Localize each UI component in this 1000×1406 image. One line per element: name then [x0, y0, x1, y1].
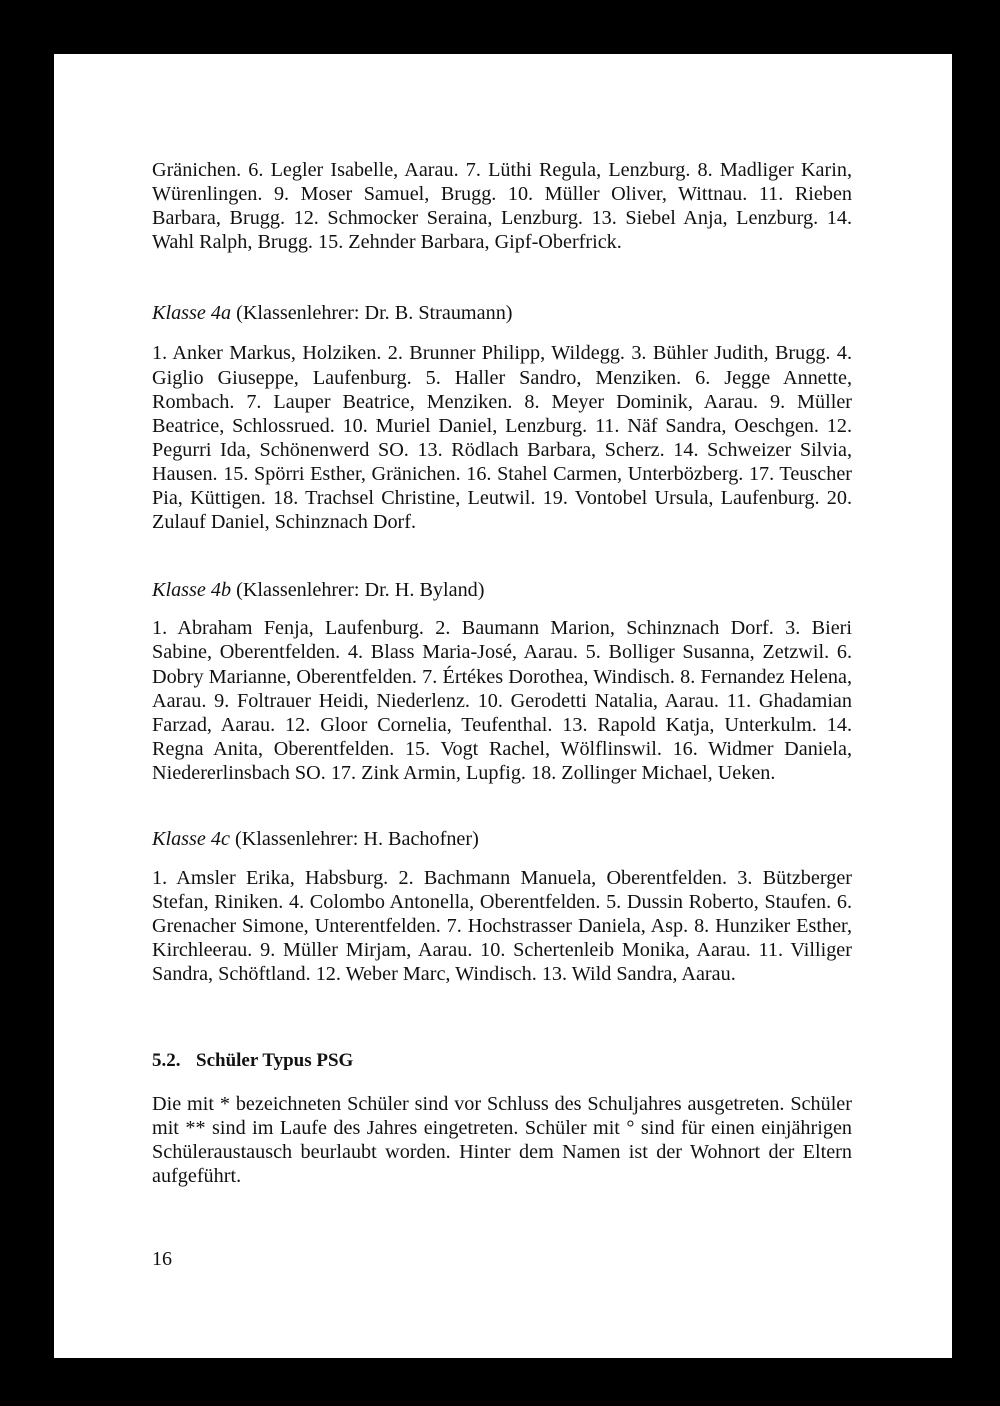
section-heading — [152, 1049, 852, 1073]
class-4b-name: Klasse 4b — [152, 579, 232, 602]
class-4b-students: 1. Abraham Fenja, Laufenburg. 2. Baumann Marion, Schinznach Dorf. 3. Bieri Sabine, Oberentfelden. 4. Blass Maria-José, Aarau. 5. Bolliger Susanna, Zetzwil. 6. Dobry Marianne, Oberentfelden. 7. Értékes Dorothea, Windisch. 8. Fernandez Helena, Aarau. 9. Foltrauer Heidi, Niederlenz. 10. Gerodetti Natalia, Aarau. 11. Ghadamian Farzad, Aarau. 12. Gloor Cornelia, Teufenthal. 13. Rapold Katja, Unterkulm. 14. Regna Anita, Oberentfelden. 15. Vogt Rachel, Wölflinswil. 16. Widmer Daniela, Niedererlinsbach SO. 17. Zink Armin, Lupfig. 18. Zollinger Michael, Ueken. — [152, 617, 852, 784]
class-4a-heading — [152, 301, 852, 325]
section-title: Schüler Typus PSG — [196, 1049, 354, 1071]
class-4a-teacher: (Klassenlehrer: Dr. B. Straumann) — [236, 302, 513, 325]
page-number: 16 — [152, 1248, 172, 1270]
class-4a-students: 1. Anker Markus, Holziken. 2. Brunner Philipp, Wildegg. 3. Bühler Judith, Brugg. 4. Giglio Giuseppe, Laufenburg. 5. Haller Sandro, Menziken. 6. Jegge Annette, Rombach. 7. Lauper Beatrice, Menziken. 8. Meyer Dominik, Aarau. 9. Müller Beatrice, Schlossrued. 10. Muriel Daniel, Lenzburg. 11. Näf Sandra, Oeschgen. 12. Pegurri Ida, Schönenwerd SO. 13. Rödlach Barbara, Scherz. 14. Schweizer Silvia, Hausen. 15. Spörri Esther, Gränichen. 16. Stahel Carmen, Unterbözberg. 17. Teuscher Pia, Küttigen. 18. Trachsel Christine, Leutwil. 19. Vontobel Ursula, Laufenburg. 20. Zulauf Daniel, Schinznach Dorf. — [152, 342, 852, 534]
class-4c-students: 1. Amsler Erika, Habsburg. 2. Bachmann Manuela, Oberentfelden. 3. Bützberger Stefan, Riniken. 4. Colombo Antonella, Oberentfelden. 5. Dussin Roberto, Staufen. 6. Grenacher Simone, Unterentfelden. 7. Hochstrasser Daniela, Asp. 8. Hunziker Esther, Kirchleerau. 9. Müller Mirjam, Aarau. 10. Schertenleib Monika, Aarau. 11. Villiger Sandra, Schöftland. 12. Weber Marc, Windisch. 13. Wild Sandra, Aarau. — [152, 867, 852, 986]
class-4c-teacher: (Klassenlehrer: H. Bachofner) — [235, 827, 479, 850]
class-4c-name: Klasse 4c — [152, 827, 230, 850]
section-paragraph: Die mit * bezeichneten Schüler sind vor Schluss des Schuljahres ausgetreten. Schüler mit ** sind im Laufe des Jahres eingetreten. Schüler mit ° sind für einen einjährigen Schüleraustausch beurlaubt worden. Hinter dem Namen ist der Wohnort der Eltern aufgeführt. — [152, 1092, 852, 1187]
class-4b-heading — [152, 578, 852, 602]
document-page — [54, 54, 952, 1358]
class-4b-teacher: (Klassenlehrer: Dr. H. Byland) — [236, 579, 485, 602]
section-number: 5.2. — [152, 1049, 181, 1071]
page-content — [152, 158, 852, 1188]
class-4c-heading — [152, 827, 852, 851]
class-4a-name: Klasse 4a — [152, 302, 232, 325]
intro-paragraph: Gränichen. 6. Legler Isabelle, Aarau. 7. Lüthi Regula, Lenzburg. 8. Madliger Karin, Würenlingen. 9. Moser Samuel, Brugg. 10. Müller Oliver, Wittnau. 11. Rieben Barbara, Brugg. 12. Schmocker Seraina, Lenzburg. 13. Siebel Anja, Lenzburg. 14. Wahl Ralph, Brugg. 15. Zehnder Barbara, Gipf-Oberfrick. — [152, 159, 852, 254]
